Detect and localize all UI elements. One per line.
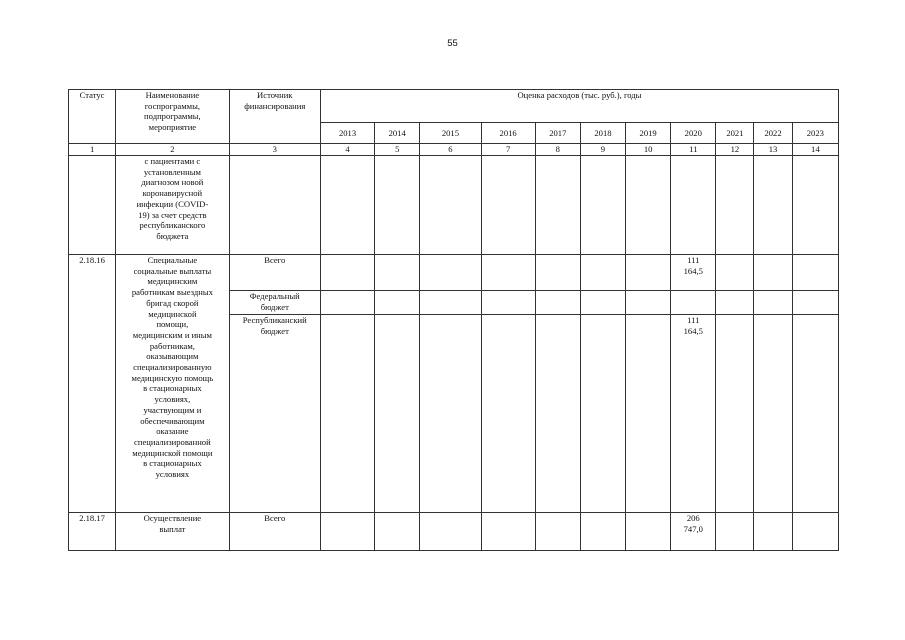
- header-year-2016: 2016: [481, 123, 535, 144]
- cell-value-2020: 111 164,5: [671, 315, 716, 513]
- cell-name: с пациентами с установленным диагнозом новой коронавирусной инфекции (COVID- 19) за счет средств республиканского бюджета: [116, 156, 229, 255]
- header-status: Статус: [69, 90, 116, 144]
- expenditure-table: [68, 89, 839, 551]
- header-estimate: Оценка расходов (тыс. руб.), годы: [320, 90, 838, 123]
- column-number-row: [69, 144, 839, 156]
- column-number: 5: [375, 144, 420, 156]
- cell-status: [69, 156, 116, 255]
- cell-value-2020: 111 164,5: [671, 255, 716, 291]
- cell-status: 2.18.17: [69, 513, 116, 551]
- cell-source: Республиканский бюджет: [229, 315, 320, 513]
- header-year-2023: 2023: [792, 123, 838, 144]
- header-year-2017: 2017: [535, 123, 580, 144]
- table-row: [69, 513, 839, 551]
- header-year-2022: 2022: [754, 123, 792, 144]
- page-number: 55: [447, 38, 458, 49]
- header-year-2020: 2020: [671, 123, 716, 144]
- column-number: 10: [626, 144, 671, 156]
- header-year-2019: 2019: [626, 123, 671, 144]
- column-number: 13: [754, 144, 792, 156]
- header-year-2021: 2021: [716, 123, 754, 144]
- table-row: [69, 255, 839, 291]
- column-number: 7: [481, 144, 535, 156]
- cell-source: Всего: [229, 513, 320, 551]
- cell-value-2020: 206 747,0: [671, 513, 716, 551]
- cell-source: Федеральный бюджет: [229, 291, 320, 315]
- column-number: 1: [69, 144, 116, 156]
- cell-source: Всего: [229, 255, 320, 291]
- column-number: 12: [716, 144, 754, 156]
- cell-name: Специальные социальные выплаты медицинским работникам выездных бригад скорой медицинской помощи, медицинским и иным работникам, оказывающим специализированную медицинскую помощь в стационарных условиях, участвующим и обеспечивающим оказание специализированной медицинской помощи в стационарных условиях: [116, 255, 229, 513]
- cell-name: Осуществление выплат: [116, 513, 229, 551]
- column-number: 6: [420, 144, 481, 156]
- header-year-2013: 2013: [320, 123, 374, 144]
- cell-source: [229, 156, 320, 255]
- table-row: [69, 156, 839, 255]
- header-year-2015: 2015: [420, 123, 481, 144]
- column-number: 8: [535, 144, 580, 156]
- header-year-2018: 2018: [580, 123, 625, 144]
- column-number: 3: [229, 144, 320, 156]
- column-number: 9: [580, 144, 625, 156]
- column-number: 11: [671, 144, 716, 156]
- column-number: 14: [792, 144, 838, 156]
- cell-status: 2.18.16: [69, 255, 116, 513]
- header-year-2014: 2014: [375, 123, 420, 144]
- column-number: 2: [116, 144, 229, 156]
- column-number: 4: [320, 144, 374, 156]
- header-name: Наименование госпрограммы, подпрограммы, мероприятие: [116, 90, 229, 144]
- header-source: Источник финансирования: [229, 90, 320, 144]
